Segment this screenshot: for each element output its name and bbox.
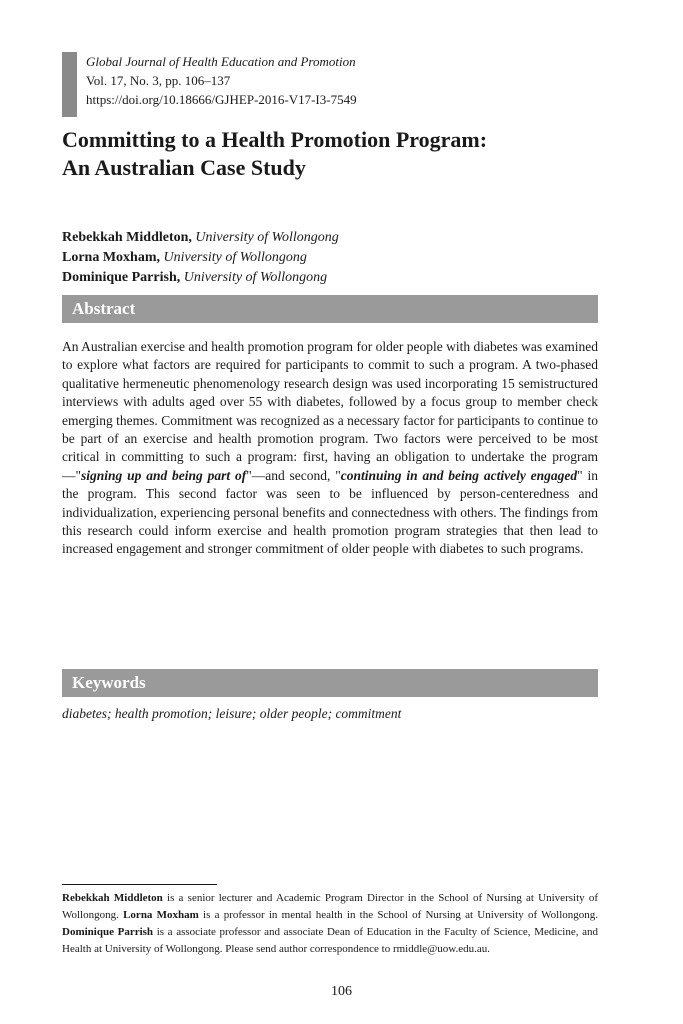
title-line-2: An Australian Case Study bbox=[62, 155, 306, 180]
footnote-text-3: is a associate professor and associate Dean of Education in the Faculty of Science, Medicine, and Health at University of Wollongong. Please send author correspondence to rmiddle@uow.edu.au. bbox=[62, 926, 599, 955]
journal-volume: Vol. 17, No. 3, pp. 106–137 bbox=[86, 73, 231, 88]
footnote-author-2: Lorna Moxham bbox=[123, 909, 199, 921]
footnote-divider bbox=[62, 884, 217, 885]
abstract-quote-2: continuing in and being actively engaged bbox=[340, 467, 578, 483]
title-line-1: Committing to a Health Promotion Program: bbox=[62, 127, 488, 152]
footnote-text-2: is a professor in mental health in the School of Nursing at University of Wollongong. bbox=[198, 909, 599, 921]
journal-info bbox=[62, 52, 582, 117]
keywords-heading: Keywords bbox=[62, 669, 598, 697]
abstract-quote-1: signing up and being part of bbox=[81, 467, 247, 483]
abstract-text-3: " in the program. This second factor was seen to be influenced by person-centeredness and individualization, experiencing personal benefits and connectedness with others. The findings from this research could inform exercise and health promotion program strategies that then lead to increased engagement and stronger commitment of older people with diabetes to such programs. bbox=[62, 467, 598, 557]
abstract-text-2: "—and second, " bbox=[246, 467, 341, 483]
author-affiliation: University of Wollongong bbox=[183, 270, 328, 285]
journal-name: Global Journal of Health Education and Promotion bbox=[86, 54, 356, 69]
journal-accent-bar bbox=[62, 52, 77, 117]
author-affiliation: University of Wollongong bbox=[195, 230, 339, 245]
footnote-author-3: Dominique Parrish bbox=[62, 926, 154, 938]
author-name: Rebekkah Middleton, bbox=[62, 230, 192, 245]
author-3 bbox=[62, 268, 339, 288]
footnote-author-1: Rebekkah Middleton bbox=[62, 892, 163, 904]
journal-lines bbox=[86, 52, 357, 109]
journal-doi[interactable]: https://doi.org/10.18666/GJHEP-2016-V17-I3-7549 bbox=[86, 92, 357, 107]
author-affiliation: University of Wollongong bbox=[163, 250, 307, 265]
abstract-text-1: An Australian exercise and health promotion program for older people with diabetes was examined to explore what factors are required for participants to commit to such a program. A two-phased qualitative hermeneutic phenomenology research design was used incorporating 15 semistructured interviews with adults aged over 55 with diabetes, followed by a focus group to member check emerging themes. Commitment was recognized as a necessary factor for participants to continue to be part of an exercise and health promotion program. Two factors were perceived to be most critical in committing to such a program: first, having an obligation to undertake the program—" bbox=[62, 339, 598, 483]
author-2 bbox=[62, 248, 339, 268]
article-title bbox=[62, 126, 622, 182]
author-name: Lorna Moxham, bbox=[62, 250, 160, 265]
abstract-heading: Abstract bbox=[62, 295, 598, 323]
author-1 bbox=[62, 228, 339, 248]
author-name: Dominique Parrish, bbox=[62, 270, 181, 285]
author-footnote bbox=[62, 890, 598, 958]
keywords-list: diabetes; health promotion; leisure; older people; commitment bbox=[62, 706, 402, 721]
page-number: 106 bbox=[331, 984, 352, 999]
footnote-text-1: is a senior lecturer and Academic Program Director in the School of Nursing at University of Wollongong. bbox=[62, 892, 598, 921]
author-list bbox=[62, 228, 339, 288]
abstract-body bbox=[62, 338, 598, 559]
